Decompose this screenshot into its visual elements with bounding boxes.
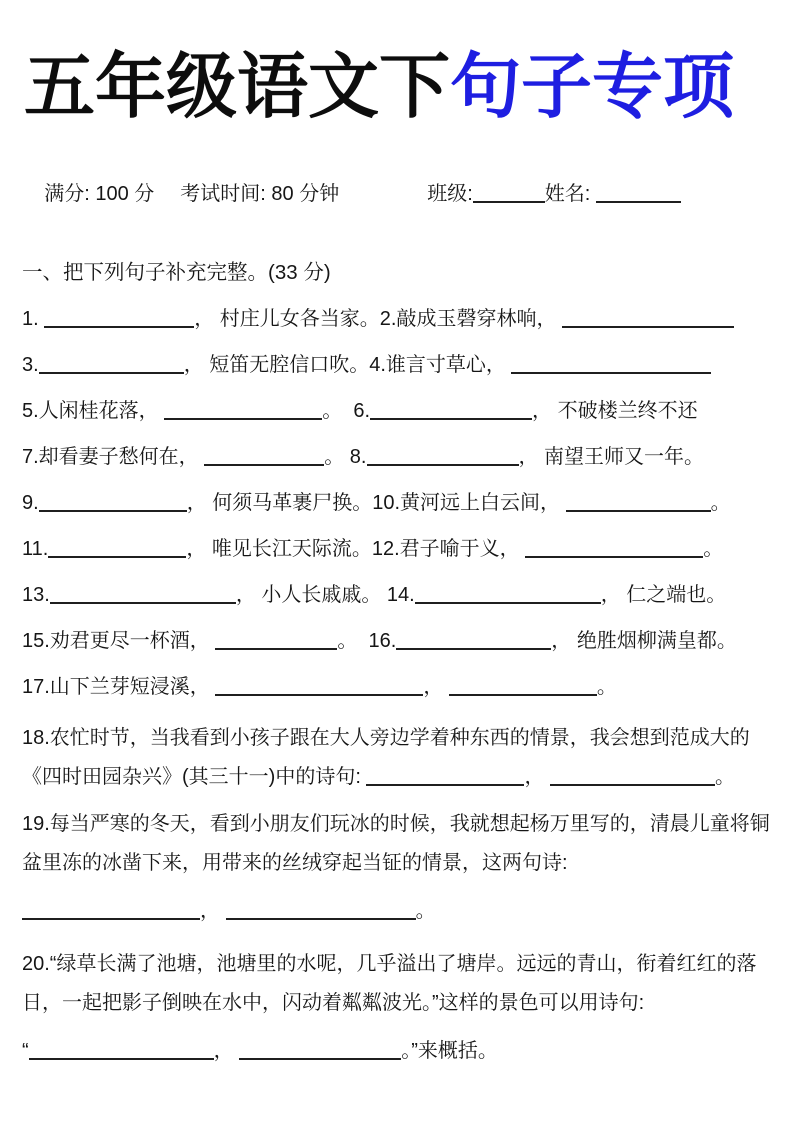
item-1-2	[22, 305, 779, 333]
text-segment: ， 短笛无腔信口吹。4.谁言寸草心，	[183, 353, 512, 376]
text-segment: 17.山下兰芽短浸溪，	[22, 675, 216, 698]
fill-blank[interactable]	[370, 399, 532, 420]
text-segment: 11.	[22, 537, 49, 560]
text-segment: 5.人闲桂花落，	[22, 399, 165, 422]
fill-blank[interactable]	[29, 1039, 214, 1060]
fill-blank[interactable]	[449, 675, 597, 696]
text-segment: ， 村庄儿女各当家。2.敲成玉磬穿林响，	[194, 307, 563, 330]
text-segment: “	[22, 1039, 29, 1062]
name-label: 姓名:	[544, 182, 591, 205]
text-segment: ，	[423, 675, 449, 698]
item-9-10	[22, 489, 779, 517]
text-segment: 9.	[22, 491, 39, 514]
text-segment: ， 南望王师又一年。	[518, 445, 705, 468]
fill-blank[interactable]	[511, 353, 711, 374]
fill-blank[interactable]	[215, 675, 423, 696]
text-segment: ，	[200, 899, 226, 922]
page-title-highlight: 句子专项	[450, 48, 735, 127]
worksheet-lines	[22, 305, 779, 1065]
text-segment: 3.	[22, 353, 39, 376]
item-3-4	[22, 351, 779, 379]
fill-blank[interactable]	[525, 537, 703, 558]
item-20	[22, 945, 779, 1023]
fill-blank[interactable]	[366, 765, 524, 786]
text-segment: ，	[524, 765, 550, 788]
item-5-6	[22, 397, 779, 425]
fill-blank[interactable]	[50, 583, 236, 604]
text-segment: 。”来概括。	[401, 1039, 498, 1062]
page-title-main: 五年级语文下	[24, 48, 451, 127]
text-segment: 。 8.	[324, 445, 367, 468]
fill-blank[interactable]	[44, 307, 194, 328]
fill-blank[interactable]	[566, 491, 711, 512]
text-segment: 。 6.	[322, 399, 371, 422]
exam-time-label: 考试时间: 80 分钟	[180, 182, 340, 205]
full-score-label: 满分: 100 分	[44, 182, 155, 205]
section-1-heading: 一、把下列句子补充完整。(33 分)	[22, 260, 331, 284]
text-segment: ， 不破楼兰终不还	[532, 399, 698, 422]
fill-blank[interactable]	[367, 445, 519, 466]
text-segment: 7.却看妻子愁何在，	[22, 445, 205, 468]
text-segment: ， 何须马革裹尸换。10.黄河远上白云间，	[186, 491, 566, 514]
text-segment: 。	[703, 537, 724, 560]
name-input-blank[interactable]	[596, 182, 681, 203]
fill-blank[interactable]	[22, 899, 200, 920]
class-label: 班级:	[427, 182, 473, 205]
item-7-8	[22, 443, 779, 471]
item-19-answer	[22, 897, 779, 925]
fill-blank[interactable]	[48, 537, 186, 558]
text-segment: 13.	[22, 583, 50, 606]
text-segment: 20.“绿草长满了池塘，池塘里的水呢，几乎溢出了塘岸。远远的青山，衔着红红的落日，一起把影子倒映在水中，闪动着粼粼波光。”这样的景色可以用诗句:	[22, 952, 757, 1014]
class-input-blank[interactable]	[473, 182, 545, 203]
page-title	[24, 0, 779, 128]
text-segment: 。	[415, 899, 436, 922]
item-18	[22, 719, 779, 797]
fill-blank[interactable]	[239, 1039, 401, 1060]
exam-info-row	[22, 154, 779, 229]
fill-blank[interactable]	[164, 399, 322, 420]
fill-blank[interactable]	[562, 307, 734, 328]
text-segment: 。	[715, 765, 735, 788]
fill-blank[interactable]	[226, 899, 416, 920]
fill-blank[interactable]	[204, 445, 324, 466]
item-17	[22, 673, 779, 701]
fill-blank[interactable]	[215, 629, 337, 650]
text-segment: 。	[710, 491, 731, 514]
text-segment: 15.劝君更尽一杯酒，	[22, 629, 216, 652]
text-segment: 。	[596, 675, 617, 698]
text-segment: ， 绝胜烟柳满皇都。	[551, 629, 737, 652]
text-segment: 。 16.	[337, 629, 397, 652]
item-11-12	[22, 535, 779, 563]
text-segment: ， 小人长戚戚。 14.	[235, 583, 415, 606]
item-20-answer	[22, 1037, 779, 1065]
text-segment: 19.每当严寒的冬天，看到小朋友们玩冰的时候，我就想起杨万里写的，清晨儿童将铜盆里冻的冰凿下来，用带来的丝绒穿起当钲的情景，这两句诗:	[22, 812, 770, 874]
fill-blank[interactable]	[39, 353, 184, 374]
fill-blank[interactable]	[415, 583, 601, 604]
fill-blank[interactable]	[39, 491, 187, 512]
text-segment: ， 仁之端也。	[600, 583, 727, 606]
text-segment: 1.	[22, 307, 45, 330]
text-segment: ， 唯见长江天际流。12.君子喻于义，	[186, 537, 526, 560]
text-segment: 18.农忙时节，当我看到小孩子跟在大人旁边学着种东西的情景，我会想到范成大的《四时田园杂兴》(其三十一)中的诗句:	[22, 726, 750, 788]
fill-blank[interactable]	[550, 765, 715, 786]
text-segment: ，	[213, 1039, 240, 1062]
item-15-16	[22, 627, 779, 655]
item-13-14	[22, 581, 779, 609]
fill-blank[interactable]	[396, 629, 551, 650]
item-19	[22, 805, 779, 883]
